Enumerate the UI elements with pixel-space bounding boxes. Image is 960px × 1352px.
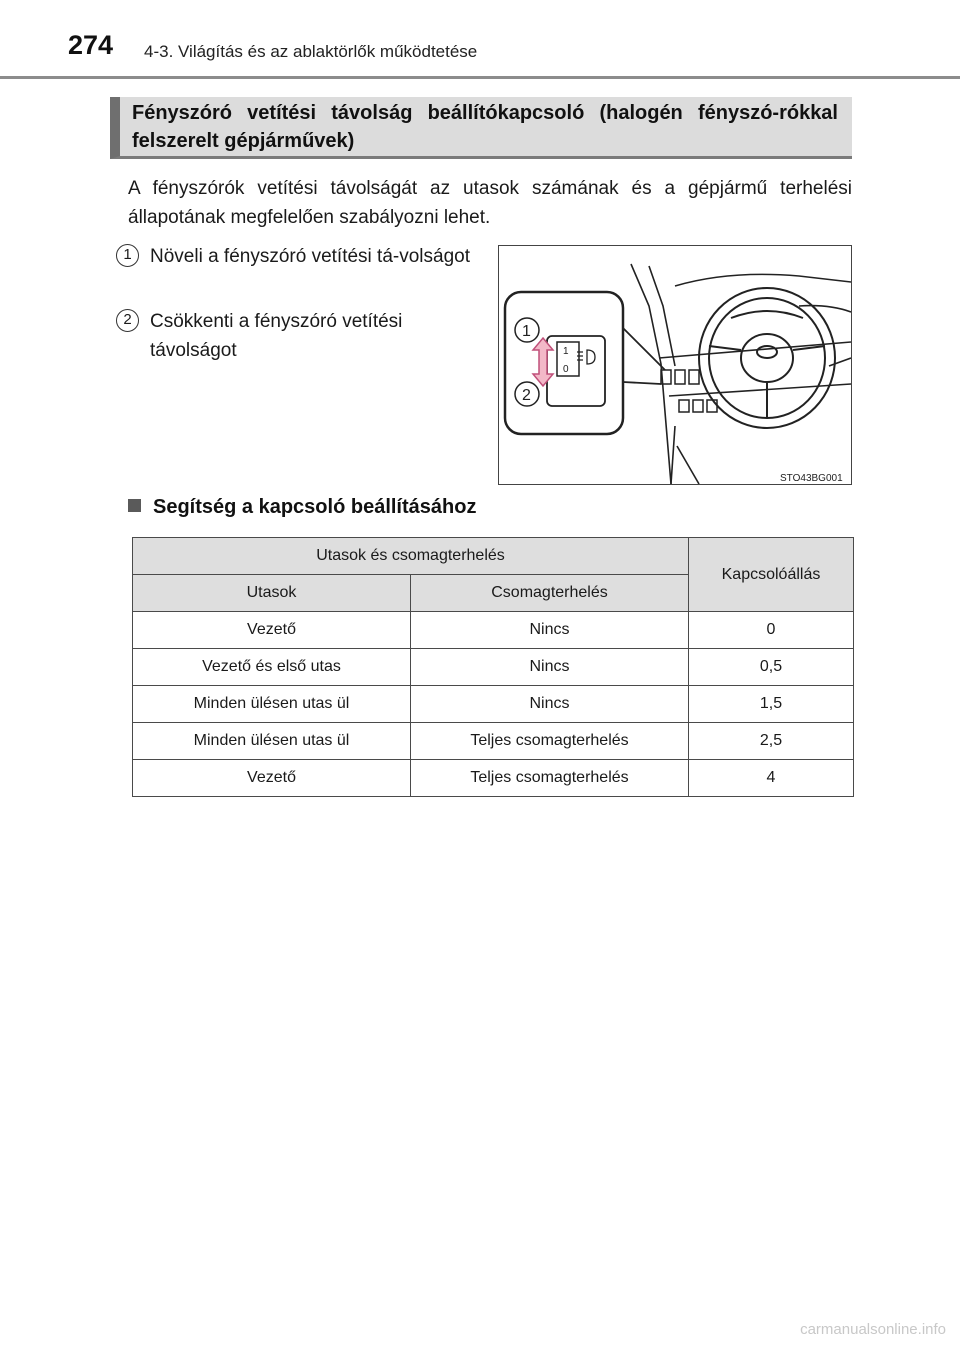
section-heading: Fényszóró vetítési távolság beállítókapcsoló (halogén fényszó-rókkal felszerelt gépjárművek) [110,97,852,159]
switch-position-header: Kapcsolóállás [689,538,854,612]
dash-switch-cluster [661,370,717,412]
chapter-title: 4-3. Világítás és az ablaktörlők működtetése [144,42,478,61]
switch-position-cell: 2,5 [689,723,854,760]
callout-text-decrease: Csökkenti a fényszóró vetítési távolságot [150,311,403,361]
luggage-cell: Teljes csomagterhelés [411,723,689,760]
switch-position-cell: 1,5 [689,686,854,723]
headlight-switch-illustration [498,245,852,485]
subsection-title: Segítség a kapcsoló beállításához [153,496,477,518]
dashboard-drawing [499,246,851,484]
header-divider [0,76,960,79]
table-row [133,760,854,797]
table-row [133,649,854,686]
dial-mark-0: 0 [563,364,569,375]
occupants-header: Utasok [133,575,411,612]
figure-callout-1-label: 1 [522,323,531,340]
occupants-cell: Minden ülésen utas ül [133,686,411,723]
callout-increase [116,242,476,271]
steering-wheel [699,288,835,428]
occupants-cell: Vezető [133,612,411,649]
occupants-cell: Vezető és első utas [133,649,411,686]
luggage-cell: Nincs [411,612,689,649]
occupants-cell: Vezető [133,760,411,797]
table-row [133,612,854,649]
switch-position-cell: 4 [689,760,854,797]
table-row [133,723,854,760]
dashboard-lines [631,264,851,484]
luggage-header: Csomagterhelés [411,575,689,612]
occupants-cell: Minden ülésen utas ül [133,723,411,760]
switch-position-cell: 0,5 [689,649,854,686]
page-number: 274 [68,30,114,60]
subsection-heading [128,496,476,519]
switch-position-cell: 0 [689,612,854,649]
callout-number-2: 2 [116,309,139,332]
luggage-cell: Nincs [411,686,689,723]
luggage-cell: Teljes csomagterhelés [411,760,689,797]
callout-number-1: 1 [116,244,139,267]
callout-text-increase: Növeli a fényszóró vetítési tá-volságot [150,246,470,267]
figure-callout-2-label: 2 [522,387,531,404]
dial-mark-1: 1 [563,346,569,357]
callout-decrease [116,307,476,365]
group-header: Utasok és csomagterhelés [133,538,689,575]
footer-watermark[interactable]: carmanualsonline.info [800,1321,946,1338]
table-row [133,686,854,723]
figure-code: STO43BG001 [780,473,843,484]
intro-paragraph: A fényszórók vetítési távolságát az utasok számának és a gépjármű terhelési állapotának megfelelően szabályozni lehet. [128,178,852,228]
bullet-square-icon [128,499,141,512]
luggage-cell: Nincs [411,649,689,686]
switch-setting-table [132,537,854,797]
